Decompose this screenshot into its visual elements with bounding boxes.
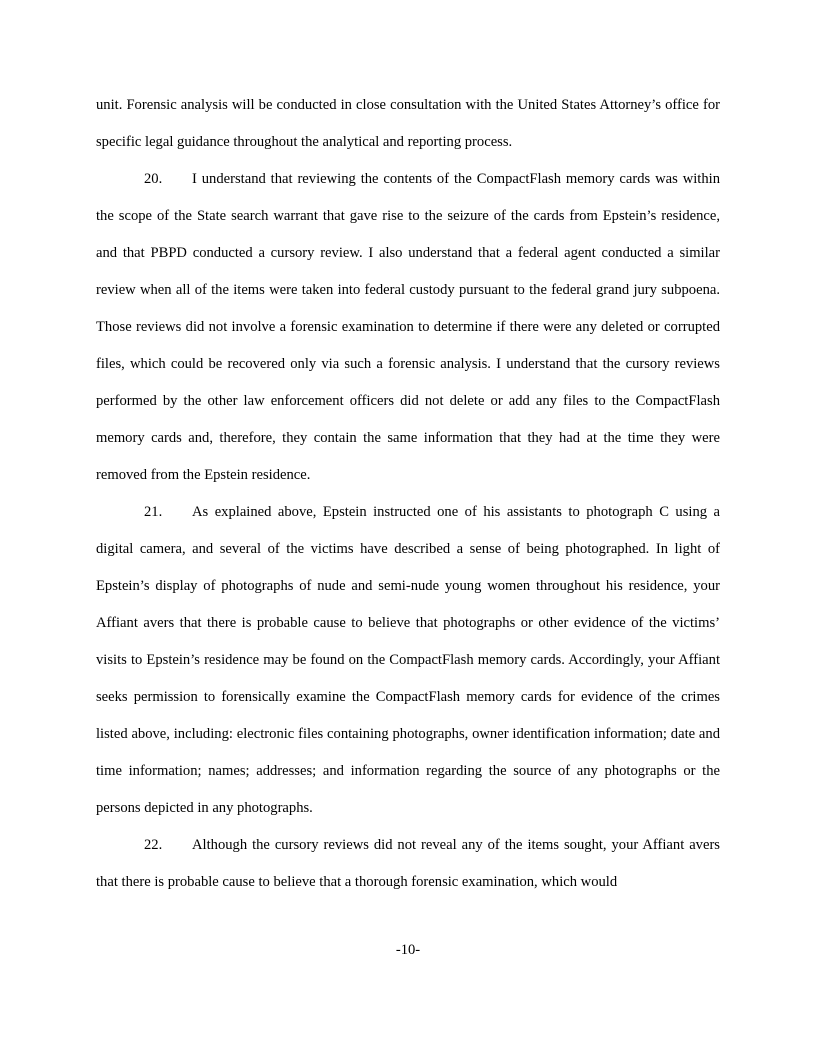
paragraph-number: 20. [144,171,163,187]
paragraph-22 [96,827,720,901]
paragraph-20 [96,161,720,494]
paragraph-text: unit. Forensic analysis will be conducted in close consultation with the United States Attorney’s office for specific legal guidance throughout the analytical and reporting process. [96,97,720,150]
paragraph-number: 21. [144,504,163,520]
paragraph-21 [96,494,720,827]
paragraph-number: 22. [144,837,163,853]
paragraph-text: As explained above, Epstein instructed one of his assistants to photograph C using a digital camera, and several of the victims have described a sense of being photographed. In light of Epstein’s display of photographs of nude and semi-nude young women throughout his residence, your Affiant avers that there is probable cause to believe that photographs or other evidence of the victims’ visits to Epstein’s residence may be found on the CompactFlash memory cards. Accordingly, your Affiant seeks permission to forensically examine the CompactFlash memory cards for evidence of the crimes listed above, including: electronic files containing photographs, owner identification information; date and time information; names; addresses; and information regarding the source of any photographs or the persons depicted in any photographs. [96,504,720,816]
paragraph-continuation [96,87,720,161]
paragraph-text: I understand that reviewing the contents of the CompactFlash memory cards was within the scope of the State search warrant that gave rise to the seizure of the cards from Epstein’s residence, and that PBPD conducted a cursory review. I also understand that a federal agent conducted a similar review when all of the items were taken into federal custody pursuant to the federal grand jury subpoena. Those reviews did not involve a forensic examination to determine if there were any deleted or corrupted files, which could be recovered only via such a forensic analysis. I understand that the cursory reviews performed by the other law enforcement officers did not delete or add any files to the CompactFlash memory cards and, therefore, they contain the same information that they had at the time they were removed from the Epstein residence. [96,171,720,483]
document-body [96,87,720,901]
paragraph-text: Although the cursory reviews did not reveal any of the items sought, your Affiant avers that there is probable cause to believe that a thorough forensic examination, which would [96,837,720,890]
page-number: -10- [395,942,421,958]
